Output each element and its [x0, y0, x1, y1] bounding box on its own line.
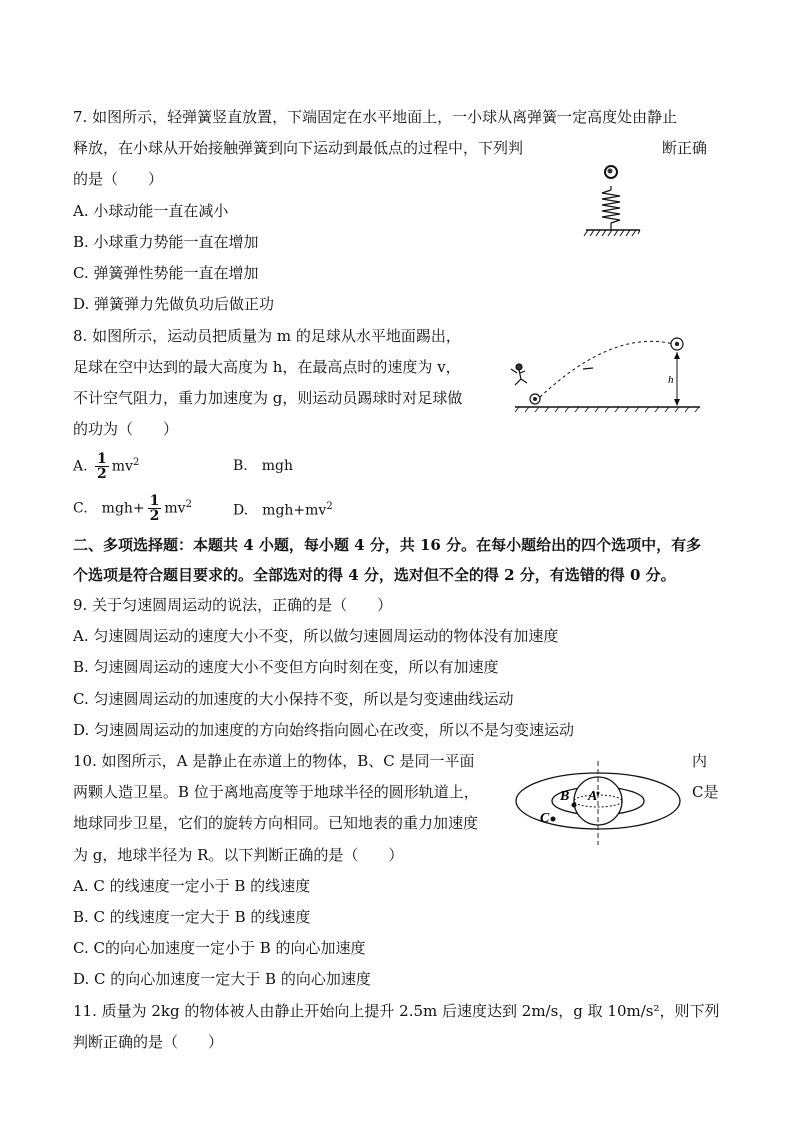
q10-option-d: D. C 的向心加速度一定大于 B 的向心加速度: [73, 970, 371, 988]
q9-option-d: D. 匀速圆周运动的加速度的方向始终指向圆心在改变，所以不是匀变速运动: [73, 721, 575, 739]
q9-option-c: C. 匀速圆周运动的加速度的大小保持不变，所以是匀变速曲线运动: [73, 690, 514, 708]
q10-option-c: C. C的向心加速度一定小于 B 的向心加速度: [73, 939, 366, 957]
q7-stem-line2: 释放，在小球从开始接触弹簧到向下运动到最低点的过程中，下列判: [73, 139, 524, 157]
q8-stem-line3: 不计空气阻力，重力加速度为 g，则运动员踢球时对足球做: [73, 389, 463, 407]
q8-stem-line2: 足球在空中达到的最大高度为 h，在最高点时的速度为 v，: [73, 358, 461, 376]
q7-stem-line3: 的是（ ）: [73, 170, 164, 188]
q10-stem-line2-end: C是: [692, 783, 719, 801]
svg-text:A: A: [588, 789, 598, 804]
q11-stem-line2: 判断正确的是（ ）: [73, 1033, 224, 1051]
q8-option-a: A. $\frac{1}{2}$ $mv^2$: [73, 451, 140, 482]
q9-option-b: B. 匀速圆周运动的速度大小不变但方向时刻在变，所以有加速度: [73, 658, 499, 676]
fraction-half: $\frac{1}{2}$: [149, 493, 160, 524]
q10-option-a: A. C 的线速度一定小于 B 的线速度: [73, 877, 311, 895]
q8-option-b: B. mgh: [233, 458, 293, 474]
spring-ball-figure: [580, 162, 650, 242]
svg-text:C: C: [540, 811, 550, 826]
q10-stem-line3: 地球同步卫星，它们的旋转方向相同。已知地表的重力加速度: [73, 814, 479, 832]
q10-stem-line4: 为 g，地球半径为 R。以下判断正确的是（ ）: [73, 846, 404, 864]
q11-stem-line1: 11. 质量为 2kg 的物体被人由静止开始向上提升 2.5m 后速度达到 2m/s，g 取 10m/s²，则下列: [73, 1002, 720, 1020]
section-heading-line1: 二、多项选择题：本题共 4 小题，每小题 4 分，共 16 分。在每小题给出的四个选项中，有多: [73, 536, 702, 554]
orbit-figure: [510, 753, 690, 851]
q9-stem: 9. 关于匀速圆周运动的说法，正确的是（ ）: [73, 596, 393, 614]
q7-stem-line2-end: 断正确: [662, 139, 708, 157]
q8-stem-line4: 的功为（ ）: [73, 420, 179, 438]
q10-option-b: B. C 的线速度一定大于 B 的线速度: [73, 908, 311, 926]
q8-option-c: C. mgh+ $\frac{1}{2}$ $mv^2$: [73, 493, 192, 524]
section-heading-line2: 个选项是符合题目要求的。全部选对的得 4 分，选对但不全的得 2 分，有选错的得 0 分。: [73, 566, 676, 584]
fraction-half: $\frac{1}{2}$: [97, 451, 107, 482]
q10-stem-line1: 10. 如图所示，A 是静止在赤道上的物体，B、C 是同一平面: [73, 752, 475, 770]
q7-option-c: C. 弹簧弹性势能一直在增加: [73, 264, 259, 282]
q7-option-b: B. 小球重力势能一直在增加: [73, 233, 259, 251]
q9-option-a: A. 匀速圆周运动的速度大小不变，所以做匀速圆周运动的物体没有加速度: [73, 627, 559, 645]
q10-stem-line2: 两颗人造卫星。B 位于离地高度等于地球半径的圆形轨道上，: [73, 783, 479, 801]
q7-stem-line1: 7. 如图所示，轻弹簧竖直放置，下端固定在水平地面上，一小球从离弹簧一定高度处由静止: [73, 108, 678, 126]
q7-option-a: A. 小球动能一直在减小: [73, 202, 229, 220]
q8-stem-line1: 8. 如图所示，运动员把质量为 m 的足球从水平地面踢出，: [73, 327, 461, 345]
player-icon: [511, 364, 527, 385]
q8-option-d: D. $mgh+mv^2$: [233, 501, 333, 519]
q10-stem-line1-end: 内: [692, 752, 708, 770]
q7-option-d: D. 弹簧弹力先做负功后做正功: [73, 295, 275, 313]
football-trajectory-figure: [505, 327, 705, 417]
svg-text:B: B: [560, 789, 570, 804]
svg-text:h: h: [668, 374, 674, 386]
